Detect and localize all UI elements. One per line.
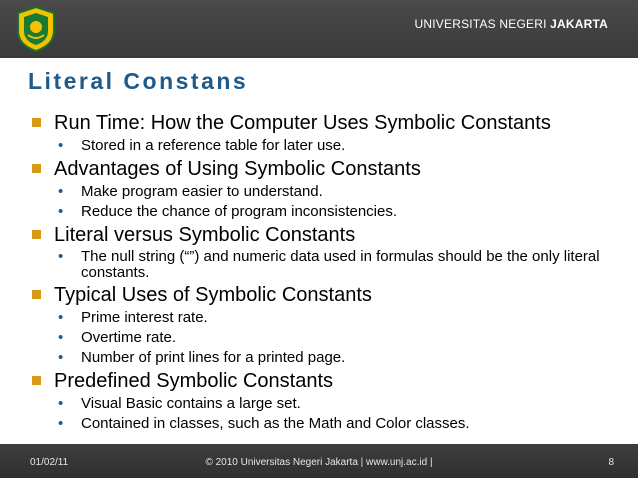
- list-item-text: Number of print lines for a printed page.: [81, 349, 346, 366]
- page-number: 8: [608, 457, 614, 468]
- list-item-text: Visual Basic contains a large set.: [81, 395, 301, 412]
- list-item: [32, 415, 612, 433]
- list-item: [32, 249, 612, 281]
- slide-content: [32, 111, 612, 435]
- section-heading: [32, 283, 612, 307]
- header-bar: [0, 0, 638, 58]
- heading-text: Advantages of Using Symbolic Constants: [54, 158, 421, 180]
- list-item: [32, 183, 612, 201]
- bullet-dot-icon: •: [58, 349, 64, 366]
- list-item-text: Make program easier to understand.: [81, 183, 323, 200]
- heading-text: Run Time: How the Computer Uses Symbolic Constants: [54, 112, 551, 134]
- slide-title: Literal Constans: [28, 68, 249, 94]
- footer-bar: [0, 444, 638, 478]
- bullet-square-icon: [32, 376, 41, 385]
- list-item-text: Contained in classes, such as the Math and Color classes.: [81, 415, 470, 432]
- list-item-text: The null string (“”) and numeric data used in formulas should be the only literal constants.: [81, 248, 600, 281]
- footer-date: 01/02/11: [30, 457, 69, 468]
- bullet-dot-icon: •: [58, 183, 64, 200]
- bullet-dot-icon: •: [58, 329, 64, 346]
- bullet-square-icon: [32, 290, 41, 299]
- footer-copyright: © 2010 Universitas Negeri Jakarta | www.unj.ac.id |: [205, 457, 433, 468]
- list-item: [32, 329, 612, 347]
- heading-text: Typical Uses of Symbolic Constants: [54, 284, 372, 306]
- list-item-text: Reduce the chance of program inconsistencies.: [81, 203, 398, 220]
- bullet-dot-icon: •: [58, 248, 64, 265]
- bullet-dot-icon: •: [58, 309, 64, 326]
- section-heading: [32, 111, 612, 135]
- university-bold: JAKARTA: [550, 17, 608, 31]
- bullet-dot-icon: •: [58, 137, 64, 154]
- university-name: [415, 17, 608, 31]
- bullet-dot-icon: •: [58, 203, 64, 220]
- bullet-square-icon: [32, 118, 41, 127]
- list-item-text: Stored in a reference table for later use.: [81, 137, 346, 154]
- bullet-dot-icon: •: [58, 415, 64, 432]
- list-item: [32, 137, 612, 155]
- unj-logo-icon: [14, 5, 58, 53]
- section-heading: [32, 223, 612, 247]
- bullet-dot-icon: •: [58, 395, 64, 412]
- section-heading: [32, 157, 612, 181]
- list-item-text: Overtime rate.: [81, 329, 177, 346]
- heading-text: Literal versus Symbolic Constants: [54, 224, 356, 246]
- university-prefix: UNIVERSITAS NEGERI: [414, 17, 547, 31]
- list-item: [32, 203, 612, 221]
- list-item: [32, 349, 612, 367]
- bullet-square-icon: [32, 164, 41, 173]
- bullet-square-icon: [32, 230, 41, 239]
- section-heading: [32, 369, 612, 393]
- list-item: [32, 395, 612, 413]
- list-item-text: Prime interest rate.: [81, 309, 208, 326]
- heading-text: Predefined Symbolic Constants: [54, 370, 334, 392]
- list-item: [32, 309, 612, 327]
